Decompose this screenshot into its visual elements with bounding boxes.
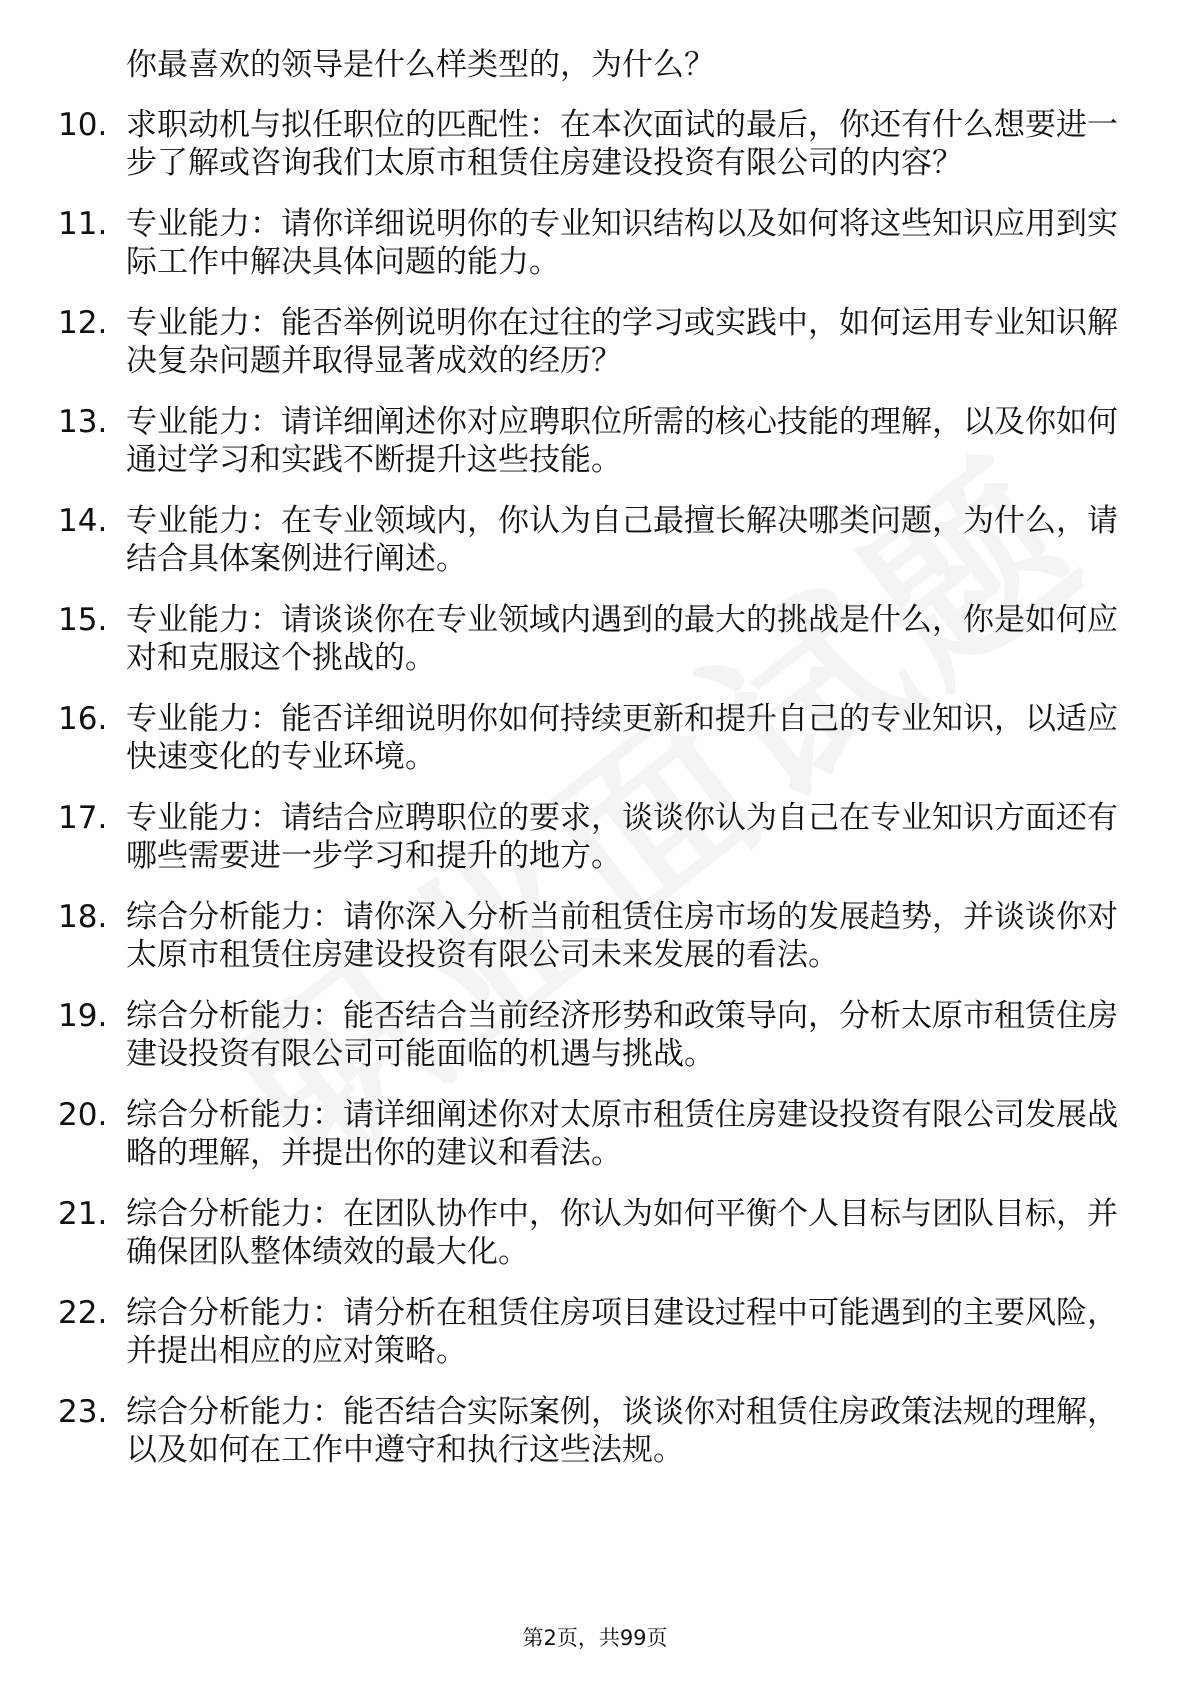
- list-item: [58, 304, 1118, 380]
- question-text: 综合分析能力：请详细阐述你对太原市租赁住房建设投资有限公司发展战略的理解，并提出你的建议和看法。: [126, 1097, 1118, 1171]
- question-text: 专业能力：在专业领域内，你认为自己最擅长解决哪类问题，为什么，请结合具体案例进行阐述。: [126, 503, 1118, 577]
- question-text: 专业能力：能否详细说明你如何持续更新和提升自己的专业知识，以适应快速变化的专业环境。: [126, 701, 1118, 775]
- list-item: [58, 898, 1118, 974]
- question-text: 专业能力：请你详细说明你的专业知识结构以及如何将这些知识应用到实际工作中解决具体问题的能力。: [126, 206, 1118, 280]
- list-item: [58, 700, 1118, 776]
- list-item: [58, 799, 1118, 875]
- question-text: 综合分析能力：请你深入分析当前租赁住房市场的发展趋势，并谈谈你对太原市租赁住房建设投资有限公司未来发展的看法。: [126, 899, 1118, 973]
- question-number: 18.: [58, 899, 108, 935]
- question-text: 专业能力：请结合应聘职位的要求，谈谈你认为自己在专业知识方面还有哪些需要进一步学习和提升的地方。: [126, 800, 1118, 874]
- question-text: 综合分析能力：能否结合当前经济形势和政策导向，分析太原市租赁住房建设投资有限公司可能面临的机遇与挑战。: [126, 998, 1118, 1072]
- list-item: [58, 205, 1118, 281]
- question-text: 专业能力：请谈谈你在专业领域内遇到的最大的挑战是什么，你是如何应对和克服这个挑战的。: [126, 602, 1118, 676]
- question-number: 16.: [58, 701, 108, 737]
- question-text: 求职动机与拟任职位的匹配性：在本次面试的最后，你还有什么想要进一步了解或咨询我们太原市租赁住房建设投资有限公司的内容？: [126, 107, 1118, 181]
- list-item: [58, 601, 1118, 677]
- page-number: 第2页，共99页: [522, 1626, 668, 1650]
- question-number: 11.: [58, 206, 108, 242]
- question-text: 专业能力：能否举例说明你在过往的学习或实践中，如何运用专业知识解决复杂问题并取得显著成效的经历？: [126, 305, 1118, 379]
- question-text: 专业能力：请详细阐述你对应聘职位所需的核心技能的理解，以及你如何通过学习和实践不断提升这些技能。: [126, 404, 1118, 478]
- list-item: [58, 403, 1118, 479]
- question-text: 综合分析能力：在团队协作中，你认为如何平衡个人目标与团队目标，并确保团队整体绩效的最大化。: [126, 1196, 1118, 1270]
- question-number: 19.: [58, 998, 108, 1034]
- list-item: [58, 1393, 1118, 1469]
- question-number: 13.: [58, 404, 108, 440]
- question-text: 综合分析能力：能否结合实际案例，谈谈你对租赁住房政策法规的理解，以及如何在工作中遵守和执行这些法规。: [126, 1394, 1118, 1468]
- question-list: [58, 106, 1118, 1469]
- list-item: [58, 1195, 1118, 1271]
- question-number: 12.: [58, 305, 108, 341]
- question-number: 21.: [58, 1196, 108, 1232]
- question-number: 15.: [58, 602, 108, 638]
- question-number: 22.: [58, 1295, 108, 1331]
- page-footer: [0, 1622, 1190, 1652]
- list-item: [58, 997, 1118, 1073]
- document-body: [58, 46, 1118, 1492]
- question-number: 14.: [58, 503, 108, 539]
- list-item: [58, 1294, 1118, 1370]
- list-item: [58, 1096, 1118, 1172]
- question-number: 17.: [58, 800, 108, 836]
- continuation-text: 你最喜欢的领导是什么样类型的，为什么？: [126, 47, 715, 83]
- question-text: 综合分析能力：请分析在租赁住房项目建设过程中可能遇到的主要风险，并提出相应的应对策略。: [126, 1295, 1118, 1369]
- list-item: [58, 106, 1118, 182]
- list-item: [58, 502, 1118, 578]
- question-number: 20.: [58, 1097, 108, 1133]
- question-number: 23.: [58, 1394, 108, 1430]
- question-number: 10.: [58, 107, 108, 143]
